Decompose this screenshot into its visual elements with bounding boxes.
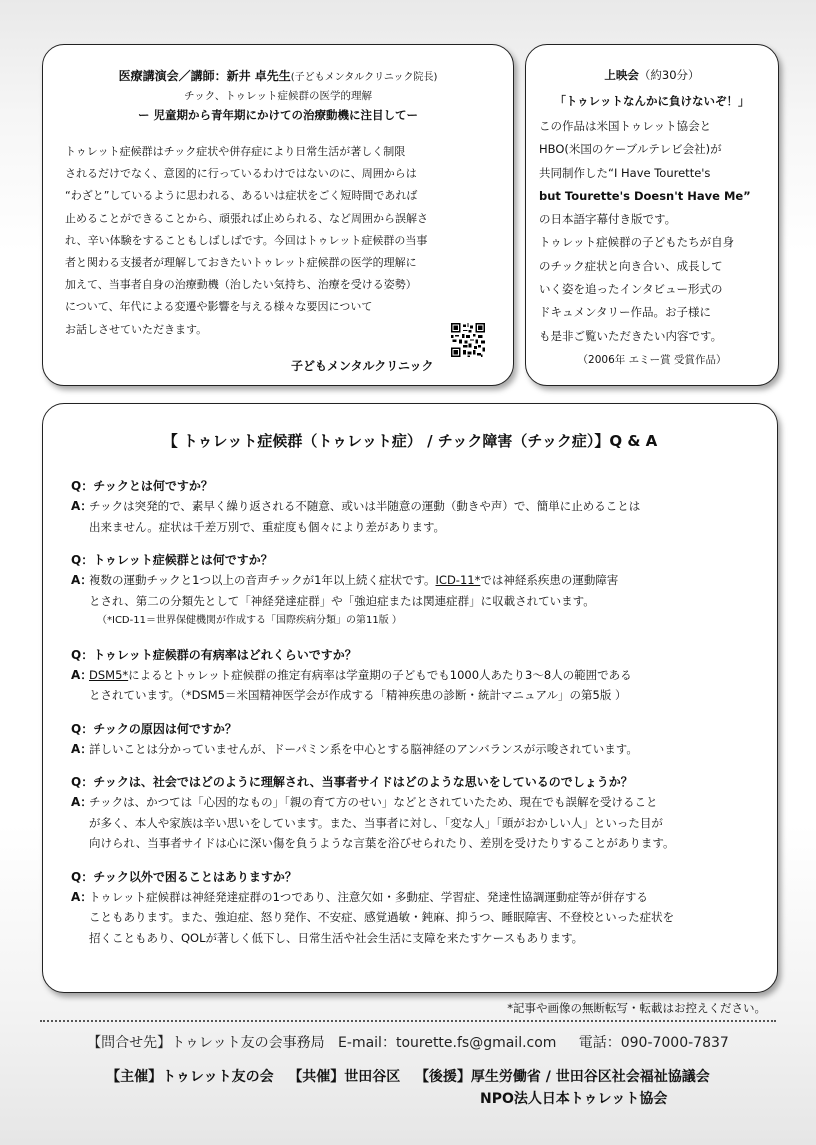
lecture-line: 者と関わる支援者が理解しておきたいトゥレット症候群の医学的理解に — [65, 256, 417, 270]
question-text: チックの原因は何ですか？ — [93, 721, 237, 736]
lecture-line: 加えて、当事者自身の治療動機（治したい気持ち、治療を受ける姿勢） — [65, 278, 417, 292]
contact-label: 【問合せ先】トゥレット友の会事務局 — [87, 1035, 325, 1051]
question — [71, 645, 761, 665]
answer-text: によるとトゥレット症候群の推定有病率は学童期の子どもでも1000人あたり3～8人の範囲である — [128, 667, 632, 682]
screening-line: HBO(米国のケーブルテレビ会社)が — [539, 142, 722, 157]
qa-item — [71, 645, 761, 706]
answer-line: こともあります。また、強迫症、怒り発作、不安症、感覚過敏・鈍麻、抑うつ、睡眠障害、不登校といった症状を — [89, 910, 675, 924]
lecture-body — [65, 141, 495, 341]
qr-code-icon[interactable] — [451, 323, 485, 357]
answer-line: チックは突発的で、素早く繰り返される不随意、或いは半随意の運動（動きや声）で、簡単に止めることは — [89, 499, 641, 513]
divider — [40, 1020, 776, 1022]
answer-text: では神経系疾患の運動障害 — [480, 573, 619, 587]
screening-line: but Tourette's Doesn't Have Me” — [539, 188, 751, 203]
question — [71, 476, 761, 496]
answer — [71, 792, 761, 854]
question — [71, 772, 761, 792]
answer — [71, 739, 761, 760]
email-label: E-mail： — [338, 1035, 396, 1051]
answer-line: とされ、第二の分類先として「神経発達症群」や「強迫症または関連症群」に収載されています。 — [89, 593, 595, 608]
screening-panel — [525, 44, 779, 386]
answer-line: 招くこともあり、QOLが著しく低下し、日常生活や社会生活に支障を来たすケースもあります。 — [89, 930, 584, 945]
qa-panel — [42, 403, 778, 993]
screening-line: のチック症状と向き合い、成長して — [539, 258, 723, 273]
screening-duration: （約30分） — [638, 68, 700, 82]
lecture-line: れ、辛い体験をすることもしばしばです。今回はトゥレット症候群の当事 — [65, 233, 428, 247]
a-label: A： — [71, 795, 93, 809]
answer — [71, 887, 761, 949]
lecture-line: “わざと”しているように思われる、あるいは症状をごく短時間であれば — [65, 189, 418, 203]
answer — [71, 665, 761, 706]
film-title: 「トゥレットなんかに負けないぞ！」 — [554, 94, 750, 108]
question-text: トゥレット症候群とは何ですか？ — [93, 553, 273, 567]
q-label: Q： — [71, 869, 94, 884]
award-note: （2006年 エミー賞 受賞作品） — [577, 354, 727, 366]
question — [71, 719, 761, 739]
screening-line: の日本語字幕付き版です。 — [539, 212, 677, 227]
lecture-panel — [42, 44, 514, 386]
contact-line — [0, 1032, 816, 1052]
screening-line: 共同制作した“I Have Tourette's — [539, 165, 711, 180]
a-label: A： — [71, 741, 93, 756]
a-label: A： — [71, 667, 93, 682]
lecture-line: について、年代による変遷や影響を与える様々な要因について — [65, 300, 373, 314]
lecture-line: トゥレット症候群はチック症状や併存症により日常生活が著しく制限 — [65, 145, 406, 158]
lecture-title-note: (子どもメンタルクリニック院長) — [290, 72, 438, 83]
answer — [71, 570, 761, 632]
copyright-notice: *記事や画像の無断転写・転載はお控えください。 — [507, 1001, 766, 1015]
lecture-line: お話しさせていただきます。 — [65, 322, 208, 336]
cohost-org: 【共催】世田谷区 — [288, 1069, 401, 1085]
host-org: 【主催】トゥレット友の会 — [106, 1069, 274, 1085]
question-text: トゥレット症候群の有病率はどれくらいですか？ — [93, 647, 357, 662]
screening-line: も是非ご覧いただきたい内容です。 — [539, 328, 723, 343]
qa-item — [71, 476, 761, 537]
phone-number[interactable]: 090-7000-7837 — [620, 1035, 729, 1051]
answer-line: が多く、本人や家族は辛い思いをしています。また、当事者に対し、「変な人」「頭がおかしい人」といった目が — [89, 815, 663, 830]
answer — [71, 496, 761, 537]
screening-line: この作品は米国トゥレット協会と — [539, 119, 712, 133]
q-label: Q： — [71, 647, 94, 662]
question — [71, 550, 761, 570]
qa-title: 【 トゥレット症候群（トゥレット症） / チック障害（チック症）】Q & A — [162, 432, 658, 450]
lecture-theme: ー 児童期から青年期にかけての治療動機に注目してー — [137, 108, 418, 122]
organizers — [0, 1066, 816, 1086]
q-label: Q： — [71, 479, 94, 493]
answer-line: 出来ません。症状は千差万別で、重症度も個々により差があります。 — [89, 519, 446, 534]
support-orgs: 【後援】厚生労働省 / 世田谷区社会福祉協議会 — [414, 1069, 710, 1085]
answer-line: 詳しいことは分かっていませんが、ドーパミン系を中心とする脳神経のアンバランスが示唆されています。 — [89, 741, 638, 756]
question-text: チックは、社会ではどのように理解され、当事者サイドはどのような思いをしているのでしょうか？ — [93, 775, 633, 789]
qa-item — [71, 719, 761, 760]
lecture-title — [43, 67, 513, 84]
a-label: A： — [71, 889, 93, 904]
answer-note: （*ICD-11＝世界保健機関が作成する「国際疾病分類」の第11版 ） — [97, 615, 402, 626]
qa-list — [71, 476, 761, 961]
question — [71, 867, 761, 887]
qa-item — [71, 772, 761, 854]
support-org-2: NPO法人日本トゥレット協会 — [480, 1091, 668, 1107]
a-label: A： — [71, 573, 93, 587]
screening-body — [539, 115, 771, 348]
email-link[interactable]: tourette.fs@gmail.com — [395, 1035, 557, 1051]
clinic-name: 子どもメンタルクリニック — [291, 359, 434, 373]
a-label: A： — [71, 499, 93, 513]
screening-title — [526, 67, 778, 83]
phone-label: 電話： — [578, 1035, 621, 1051]
screening-title-text: 上映会 — [604, 68, 639, 82]
answer-line: 向けられ、当事者サイドは心に深い傷を負うような言葉を浴びせられたり、差別を受けたりすることがあります。 — [89, 836, 675, 850]
answer-line: とされています。（*DSM5＝米国精神医学会が作成する「精神疾患の診断・統計マニュアル」の第5版 ） — [89, 688, 627, 702]
q-label: Q： — [71, 721, 94, 736]
q-label: Q： — [71, 775, 94, 789]
dsm5-link[interactable]: DSM5* — [89, 667, 129, 682]
icd11-link[interactable]: ICD-11* — [435, 573, 481, 587]
lecture-line: されるだけでなく、意図的に行っているわけではないのに、周囲からは — [65, 167, 417, 181]
screening-line: トゥレット症候群の子どもたちが自身 — [539, 235, 735, 250]
answer-line: チックは、かつては「心因的なもの」「親の育て方のせい」などとされていたため、現在でも誤解を受けること — [89, 795, 658, 809]
answer-line: トゥレット症候群は神経発達症群の1つであり、注意欠如・多動症、学習症、発達性協調運動症等が併存する — [89, 889, 648, 904]
qa-item — [71, 550, 761, 632]
answer-text: 複数の運動チックと1つ以上の音声チックが1年以上続く症状です。 — [89, 573, 436, 587]
lecture-subtitle: チック、トゥレット症候群の医学的理解 — [184, 90, 372, 102]
q-label: Q： — [71, 553, 94, 567]
question-text: チックとは何ですか？ — [93, 479, 213, 493]
screening-line: いく姿を追ったインタビュー形式の — [539, 282, 723, 297]
lecture-line: 止めることができることから、頑張れば止められる、など周囲から誤解さ — [65, 211, 428, 225]
screening-line: ドキュメンタリー作品。お子様に — [539, 305, 712, 320]
qa-item — [71, 867, 761, 949]
question-text: チック以外で困ることはありますか？ — [93, 869, 297, 884]
lecture-title-text: 医療講演会／講師：新井 卓先生 — [118, 69, 291, 83]
